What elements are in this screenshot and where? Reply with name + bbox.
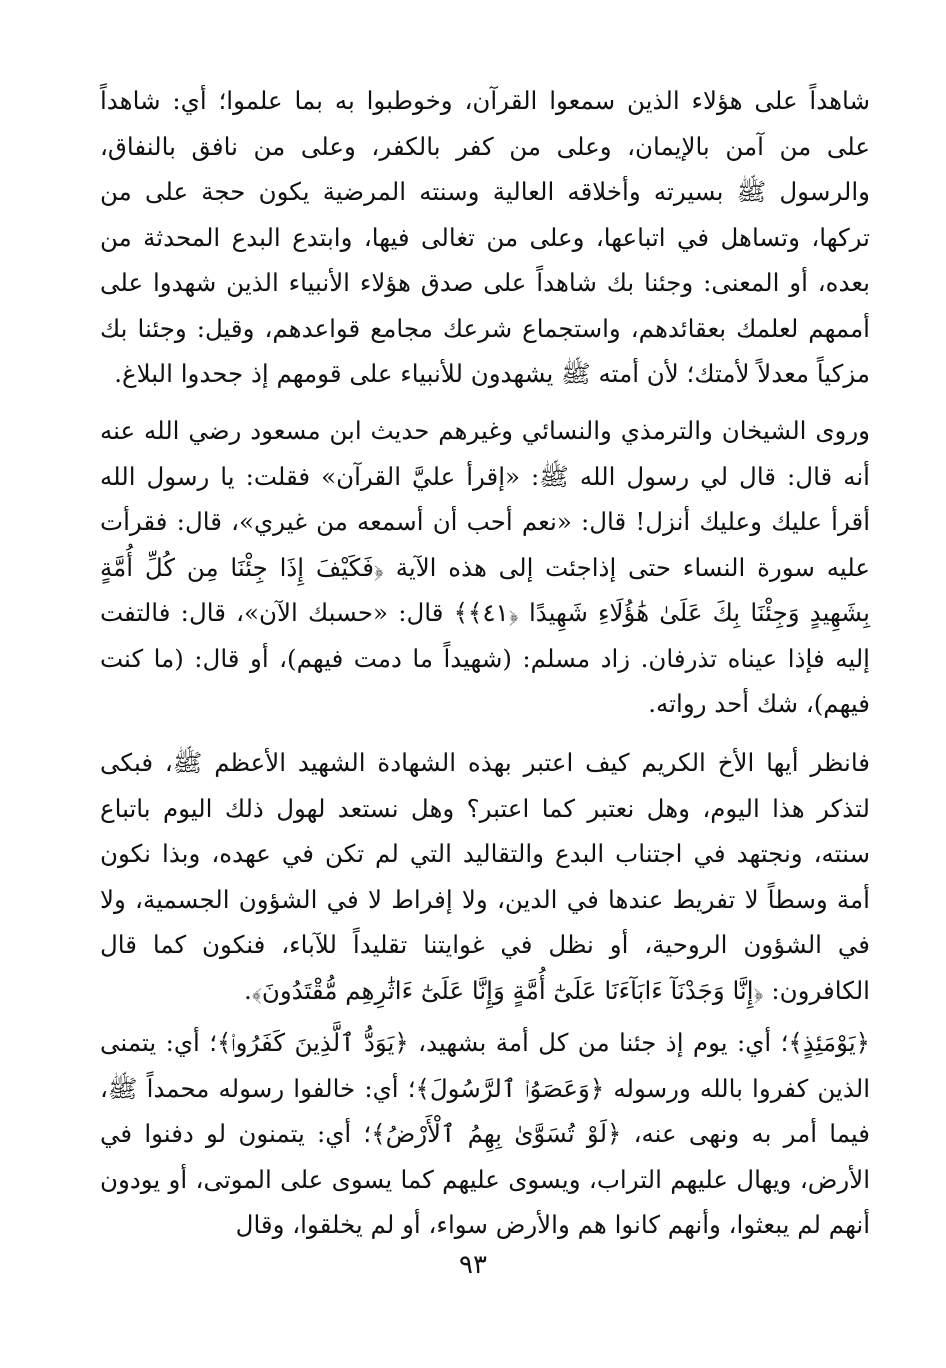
paragraph-3: فانظر أيها الأخ الكريم كيف اعتبر بهذه الشهادة الشهيد الأعظم ﷺ، فبكى لتذكر هذا اليوم، وهل نعتبر كما اعتبر؟ وهل نستعد لهول ذلك اليوم باتباع سنته، ونجتهد في اجتناب البدع والتقاليد التي لم تكن في عهده، وبذا نكون أمة وسطاً لا تفريط عندها في الدين، ولا إفراط لا في الشؤون الجسمية، ولا في الشؤون الروحية، أو نظل في غوايتنا تقليداً للآباء، فنكون كما قال الكافرون: ﴿إِنَّا وَجَدْنَآ ءَابَآءَنَا عَلَىٰٓ أُمَّةٍ وَإِنَّا عَلَىٰٓ ءَاثَٰرِهِم مُّقْتَدُونَ﴾. bbox=[100, 748, 870, 1005]
paragraph-2: وروى الشيخان والترمذي والنسائي وغيرهم حديث ابن مسعود رضي الله عنه أنه قال: قال لي رسول الله ﷺ: «إقرأ عليَّ القرآن» فقلت: يا رسول الله أقرأ عليك وعليك أنزل! قال: «نعم أحب أن أسمعه من غيري»، قال: فقرأت عليه سورة النساء حتى إذاجئت إلى هذه الآية ﴿فَكَيْفَ إِذَا جِئْنَا مِن كُلِّ أُمَّةٍ بِشَهِيدٍ وَجِئْنَا بِكَ عَلَىٰ هَٰؤُلَاءِ شَهِيدًا ﴿٤١﴾﴾ قال: «حسبك الآن»، قال: فالتفت إليه فإذا عيناه تذرفان. زاد مسلم: (شهيداً ما دمت فيهم)، أو قال: (ما كنت فيهم)، شك أحد رواته. bbox=[100, 416, 870, 718]
paragraph-1: شاهداً على هؤلاء الذين سمعوا القرآن، وخوطبوا به بما علموا؛ أي: شاهداً على من آمن بالإيمان، وعلى من كفر بالكفر، وعلى من نافق بالنفاق، والرسول ﷺ بسيرته وأخلاقه العالية وسنته المرضية يكون حجة على من تركها، وتساهل في اتباعها، وعلى من تغالى فيها، وابتدع البدع المحدثة من بعده، أو المعنى: وجئنا بك شاهداً على صدق هؤلاء الأنبياء الذين شهدوا على أممهم لعلمك بعقائدهم، واستجماع شرعك مجامع قواعدهم، وقيل: وجئنا بك مزكياً معدلاً لأمتك؛ لأن أمته ﷺ يشهدون للأنبياء على قومهم إذ جحدوا البلاغ. bbox=[100, 86, 870, 388]
paragraph-4: ﴿يَوْمَئِذٍ﴾؛ أي: يوم إذ جئنا من كل أمة بشهيد، ﴿يَوَدُّ ٱلَّذِينَ كَفَرُوا۟﴾؛ أي: يتمنى الذين كفروا بالله ورسوله ﴿وَعَصَوُا۟ ٱلرَّسُولَ﴾؛ أي: خالفوا رسوله محمداً ﷺ، فيما أمر به ونهى عنه، ﴿لَوْ تُسَوَّىٰ بِهِمُ ٱلْأَرْضُ﴾؛ أي: يتمنون لو دفنوا في الأرض، ويهال عليهم التراب، ويسوى عليهم كما يسوى على الموتى، أو يودون أنهم لم يبعثوا، وأنهم كانوا هم والأرض سواء، أو لم يخلقوا، وقال bbox=[100, 1028, 870, 1239]
page-number: ٩٣ bbox=[459, 1250, 487, 1280]
